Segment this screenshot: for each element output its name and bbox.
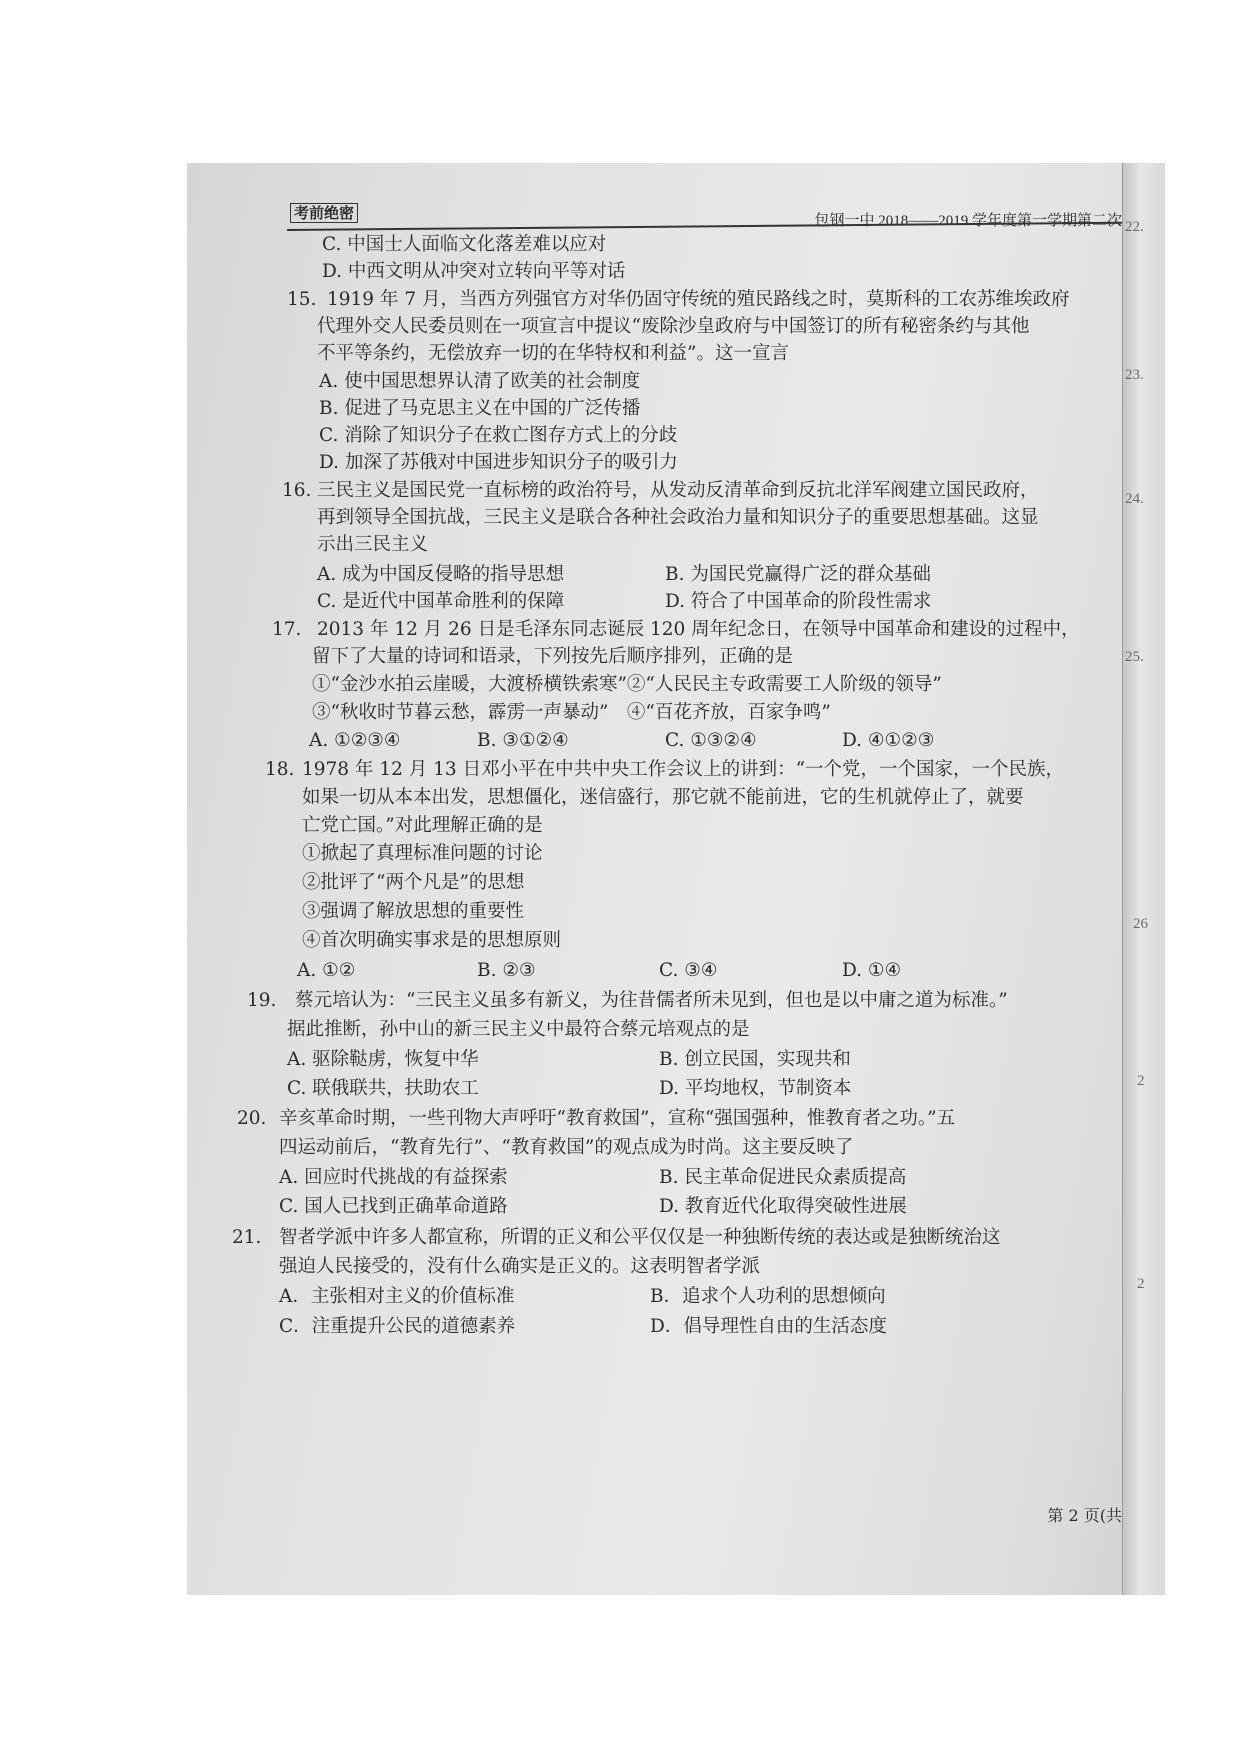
question-stem-line: 辛亥革命时期，一些刊物大声呼吁“教育救国”，宣称“强国强种，惟教育者之功。”五 <box>279 1108 956 1129</box>
question-stem-line: 2013 年 12 月 26 日是毛泽东同志诞辰 120 周年纪念日，在领导中国革命和建设的过程中， <box>317 619 1080 640</box>
question-stem-line: 强迫人民接受的，没有什么确实是正义的。这表明智者学派 <box>279 1256 761 1277</box>
question-stem-line: 据此推断，孙中山的新三民主义中最符合蔡元培观点的是 <box>287 1019 750 1040</box>
adjacent-question-number: 24. <box>1125 491 1144 507</box>
adjacent-question-number: 2 <box>1137 1073 1145 1089</box>
question-number: 15. <box>287 289 317 310</box>
statement-item: ④首次明确实事求是的思想原则 <box>302 930 562 951</box>
answer-option: A. 回应时代挑战的有益探索 <box>279 1167 508 1188</box>
statement-item: ③“秋收时节暮云愁，霹雳一声暴动” ④“百花齐放，百家争鸣” <box>312 702 831 723</box>
answer-option: A. 成为中国反侵略的指导思想 <box>317 564 565 585</box>
question-number: 19. <box>247 990 277 1011</box>
answer-option: C．注重提升公民的道德素养 <box>279 1316 516 1337</box>
answer-option: C. 联俄联共，扶助农工 <box>287 1078 479 1099</box>
question-number: 18. <box>265 759 295 780</box>
answer-option: B. 为国民党赢得广泛的群众基础 <box>665 564 931 585</box>
answer-option: D. 加深了苏俄对中国进步知识分子的吸引力 <box>319 452 678 473</box>
answer-option: C. 消除了知识分子在救亡图存方式上的分歧 <box>319 425 678 446</box>
question-stem-line: 如果一切从本本出发，思想僵化，迷信盛行，那它就不能前进，它的生机就停止了，就要 <box>302 787 1024 808</box>
q14-option-c: C. 中国士人面临文化落差难以应对 <box>322 234 607 255</box>
adjacent-question-number: 2 <box>1137 1276 1145 1292</box>
answer-option: D. 教育近代化取得突破性进展 <box>659 1196 907 1217</box>
question-stem-line: 示出三民主义 <box>317 534 429 555</box>
answer-option: C. 国人已找到正确革命道路 <box>279 1196 508 1217</box>
adjacent-question-number: 22. <box>1125 219 1144 235</box>
question-stem-line: 三民主义是国民党一直标榜的政治符号，从发动反清革命到反抗北洋军阀建立国民政府， <box>317 480 1039 501</box>
question-stem-line: 蔡元培认为：“三民主义虽多有新义，为往昔儒者所未见到，但也是以中庸之道为标准。” <box>295 990 1008 1011</box>
question-number: 21. <box>232 1227 262 1248</box>
question-stem-line: 1919 年 7 月，当西方列强官方对华仍固守传统的殖民路线之时，莫斯科的工农苏维埃政府 <box>327 289 1070 310</box>
answer-option: D. 符合了中国革命的阶段性需求 <box>665 591 932 612</box>
adjacent-question-number: 25. <box>1125 649 1144 665</box>
photographed-exam-page <box>187 163 1165 1595</box>
exam-title-header: 包钢一中 2018——2019 学年度第一学期第二次 <box>814 213 1122 229</box>
answer-option: A. 驱除鞑虏，恢复中华 <box>287 1049 479 1070</box>
statement-item: ①“金沙水拍云崖暖，大渡桥横铁索寒”②“人民民主专政需要工人阶级的领导” <box>312 674 942 695</box>
answer-option: B. 促进了马克思主义在中国的广泛传播 <box>319 398 641 419</box>
answer-option: D. ①④ <box>842 960 902 981</box>
question-stem-line: 再到领导全国抗战，三民主义是联合各种社会政治力量和知识分子的重要思想基础。这显 <box>317 507 1039 528</box>
answer-option: B. ③①②④ <box>477 730 569 751</box>
adjacent-question-number: 26 <box>1133 916 1148 932</box>
question-stem-line: 不平等条约，无偿放弃一切的在华特权和利益”。这一宣言 <box>317 343 789 364</box>
question-stem-line: 留下了大量的诗词和语录，下列按先后顺序排列，正确的是 <box>312 646 794 667</box>
exam-sheet <box>187 163 1122 1595</box>
answer-option: A. 使中国思想界认清了欧美的社会制度 <box>319 371 641 392</box>
question-stem-line: 亡党亡国。”对此理解正确的是 <box>302 815 543 836</box>
answer-option: D. 平均地权，节制资本 <box>659 1078 852 1099</box>
question-stem-line: 智者学派中许多人都宣称，所谓的正义和公平仅仅是一种独断传统的表达或是独断统治这 <box>279 1227 1001 1248</box>
question-stem-line: 四运动前后，“教育先行”、“教育救国”的观点成为时尚。这主要反映了 <box>279 1137 854 1158</box>
statement-item: ①掀起了真理标准问题的讨论 <box>302 843 543 864</box>
answer-option: D．倡导理性自由的生活态度 <box>650 1316 887 1337</box>
answer-option: D. ④①②③ <box>842 730 935 751</box>
question-number: 17. <box>272 619 302 640</box>
question-number: 16. <box>282 480 312 501</box>
answer-option: C. 是近代中国革命胜利的保障 <box>317 591 565 612</box>
answer-option: A. ①② <box>297 960 356 981</box>
answer-option: A. ①②③④ <box>309 730 401 751</box>
answer-option: B. ②③ <box>477 960 536 981</box>
answer-option: A．主张相对主义的价值标准 <box>279 1286 515 1307</box>
confidential-stamp: 考前绝密 <box>290 203 358 223</box>
question-stem-line: 1978 年 12 月 13 日邓小平在中共中央工作会议上的讲到：“一个党，一个国家，一个民族， <box>302 759 1065 780</box>
adjacent-page-edge <box>1122 163 1165 1595</box>
question-stem-line: 代理外交人民委员则在一项宣言中提议“废除沙皇政府与中国签订的所有秘密条约与其他 <box>317 316 1030 337</box>
answer-option: C. ①③②④ <box>665 730 757 751</box>
answer-option: B. 民主革命促进民众素质提高 <box>659 1167 907 1188</box>
answer-option: B. 创立民国，实现共和 <box>659 1049 851 1070</box>
answer-option: B．追求个人功利的思想倾向 <box>650 1286 886 1307</box>
question-number: 20. <box>237 1108 267 1129</box>
adjacent-question-number: 23. <box>1125 367 1144 383</box>
statement-item: ②批评了“两个凡是”的思想 <box>302 872 525 893</box>
q14-option-d: D. 中西文明从冲突对立转向平等对话 <box>322 261 626 282</box>
answer-option: C. ③④ <box>659 960 718 981</box>
page-number: 第 2 页(共 <box>1047 1506 1122 1525</box>
statement-item: ③强调了解放思想的重要性 <box>302 901 525 922</box>
